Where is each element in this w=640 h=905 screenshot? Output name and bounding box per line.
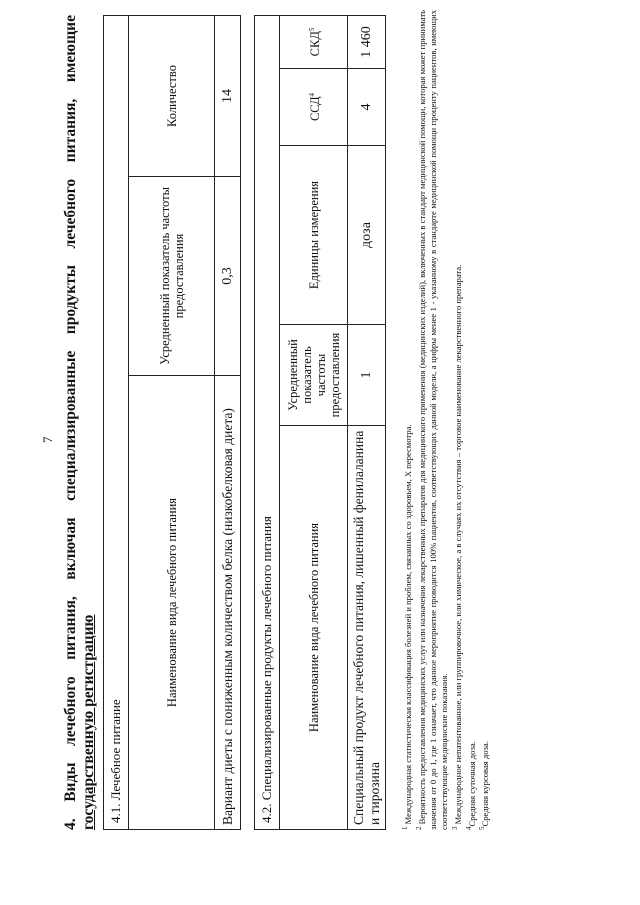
table2-header-frequency: Усредненный показатель частоты предоставления [280,325,348,426]
footnote-3: $^3$ Международное непатентованное, или группировочное, или химическое, а в случаях их отсутствия – торговое наименование лекарственного препарата. [450,264,463,830]
table1-header-name: Наименование вида лечебного питания [129,376,215,830]
table2-header-name: Наименование вида лечебного питания [280,426,348,830]
section-heading-continuation: государственную регистрацию [80,614,97,830]
table1-header-quantity: Количество [129,16,215,177]
table2-section-title: 4.2. Специализированные продукты лечебного питания [255,16,280,830]
table2-row-unit: доза [348,146,386,325]
table2-header-unit: Единицы измерения [280,146,348,325]
page-number: 7 [40,436,55,443]
table1-row-quantity: 14 [215,16,241,177]
table2-row-name: Специальный продукт лечебного питания, лишенный фенилаланина и тирозина [348,426,386,830]
footnotes [400,10,491,830]
footnote-5: $^5$Средняя курсовая доза. [478,741,491,830]
therapeutic-nutrition-table [103,15,241,830]
table2-row-ssd: 4 [348,69,386,146]
table2-row-skd: 1 460 [348,16,386,69]
footnote-4: $^4$Средняя суточная доза. [464,741,477,830]
table1-section-title: 4.1. Лечебное питание [104,16,129,830]
table2-row-frequency: 1 [348,325,386,426]
table1-row-name: Вариант диеты с пониженным количеством белка (низкобелковая диета) [215,376,241,830]
table1-row-frequency: 0,3 [215,177,241,376]
section-heading: 4. Виды лечебного питания, включая специализированные продукты лечебного питания, имеющие [62,15,79,830]
specialized-products-table [254,15,386,830]
footnote-2: $^2$ Вероятность предоставления медицинских услуг или назначения лекарственных препаратов для медицинского применения (медицинских изделий), включенных в стандарт медицинской помощи, которая может принимать значения от 0 до 1, где 1 означает, что данное мероприятие проводится 100% пациентов, соответствующих данной модели, а цифры менее 1 - указанному в стандарте медицинской помощи проценту пациентов, имеющих соответствующие медицинские показания. [414,9,449,830]
table2-header-skd: СКД$^5$ [280,16,348,69]
footnote-1: $^1$ Международная статистическая классификация болезней и проблем, связанных со здоровьем, X пересмотра. [401,424,413,830]
table2-header-ssd: ССД$^4$ [280,69,348,146]
table1-header-frequency: Усредненный показатель частоты предоставления [129,177,215,376]
